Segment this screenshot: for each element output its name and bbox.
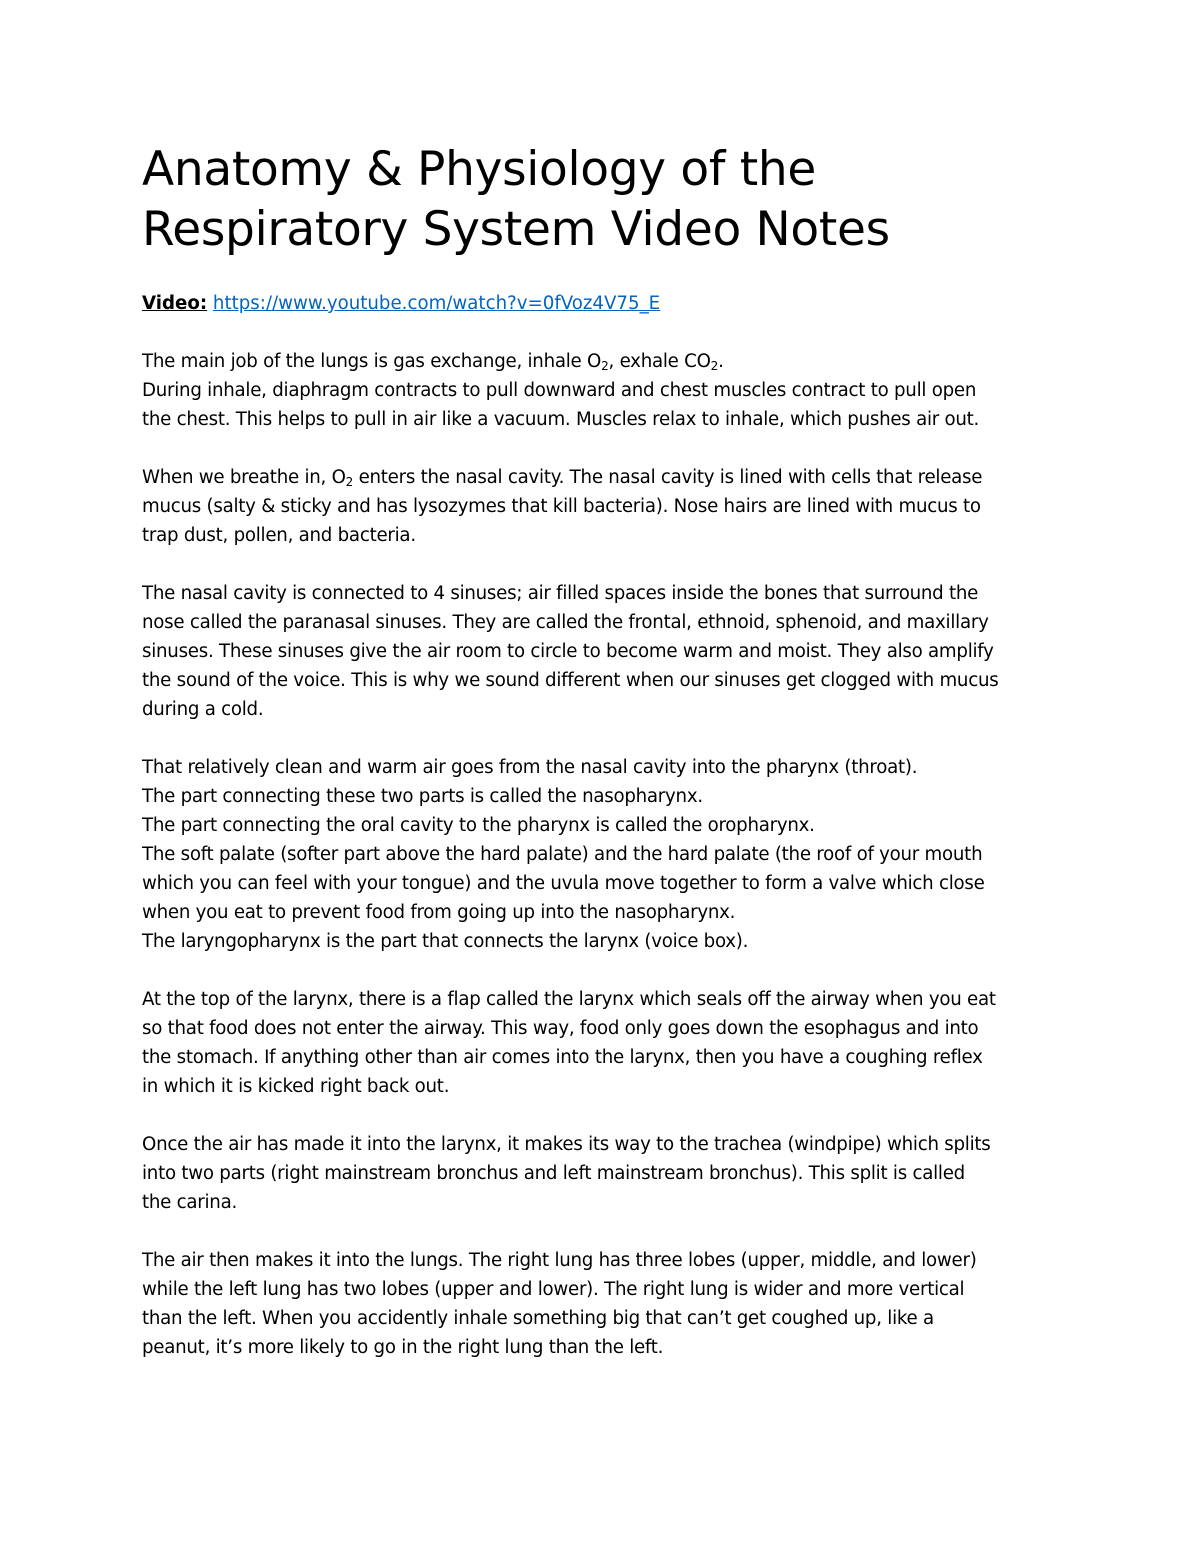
paragraph-line: That relatively clean and warm air goes from the nasal cavity into the pharynx (throat). xyxy=(142,757,918,778)
video-label: Video: xyxy=(142,293,208,314)
paragraph-line: nose called the paranasal sinuses. They are called the frontal, ethnoid, sphenoid, and maxillary xyxy=(142,612,989,633)
paragraph-line: trap dust, pollen, and bacteria. xyxy=(142,525,416,546)
paragraph-line: mucus (salty & sticky and has lysozymes that kill bacteria). Nose hairs are lined with mucus to xyxy=(142,496,981,517)
paragraph-line: The part connecting these two parts is called the nasopharynx. xyxy=(142,786,703,807)
paragraph-sinuses xyxy=(142,579,1072,724)
paragraph-line: The part connecting the oral cavity to the pharynx is called the oropharynx. xyxy=(142,815,815,836)
title-line: Respiratory System Video Notes xyxy=(142,202,890,257)
paragraph-line: while the left lung has two lobes (upper and lower). The right lung is wider and more vertical xyxy=(142,1279,965,1300)
paragraph-line xyxy=(142,463,1072,492)
text-run: The main job of the lungs is gas exchange, inhale O xyxy=(142,351,602,372)
paragraph-line: the stomach. If anything other than air comes into the larynx, then you have a coughing reflex xyxy=(142,1047,983,1068)
text-run: , exhale CO xyxy=(608,351,711,372)
paragraph-line: in which it is kicked right back out. xyxy=(142,1076,450,1097)
paragraph-trachea xyxy=(142,1130,1072,1217)
subscript: 2 xyxy=(710,359,719,373)
paragraph-line: The nasal cavity is connected to 4 sinuses; air filled spaces inside the bones that surround the xyxy=(142,583,979,604)
paragraph-line: when you eat to prevent food from going up into the nasopharynx. xyxy=(142,902,736,923)
title-line: Anatomy & Physiology of the xyxy=(142,142,816,197)
document-page xyxy=(142,140,1072,1391)
paragraph-line: Once the air has made it into the larynx, it makes its way to the trachea (windpipe) which splits xyxy=(142,1134,991,1155)
paragraph-line: the carina. xyxy=(142,1192,238,1213)
paragraph-nasal-cavity xyxy=(142,463,1072,550)
subscript: 2 xyxy=(345,475,354,489)
paragraph-line: The soft palate (softer part above the hard palate) and the hard palate (the roof of your mouth xyxy=(142,844,983,865)
text-run: When we breathe in, O xyxy=(142,467,346,488)
paragraph-gas-exchange xyxy=(142,347,1072,434)
paragraph-pharynx xyxy=(142,753,1072,956)
paragraph-line: The air then makes it into the lungs. The right lung has three lobes (upper, middle, and lower) xyxy=(142,1250,977,1271)
paragraph-line: the chest. This helps to pull in air like a vacuum. Muscles relax to inhale, which pushes air out. xyxy=(142,409,980,430)
paragraph-line: peanut, it’s more likely to go in the right lung than the left. xyxy=(142,1337,664,1358)
text-run: . xyxy=(718,351,724,372)
paragraph-line: which you can feel with your tongue) and the uvula move together to form a valve which close xyxy=(142,873,985,894)
paragraph-line: than the left. When you accidently inhale something big that can’t get coughed up, like a xyxy=(142,1308,934,1329)
paragraph-larynx xyxy=(142,985,1072,1101)
paragraph-line: the sound of the voice. This is why we sound different when our sinuses get clogged with mucus xyxy=(142,670,999,691)
paragraph-lungs xyxy=(142,1246,1072,1362)
paragraph-line: into two parts (right mainstream bronchus and left mainstream bronchus). This split is called xyxy=(142,1163,965,1184)
paragraph-line: sinuses. These sinuses give the air room to circle to become warm and moist. They also amplify xyxy=(142,641,994,662)
video-link[interactable]: https://www.youtube.com/watch?v=0fVoz4V75_E xyxy=(212,293,661,314)
paragraph-line: so that food does not enter the airway. This way, food only goes down the esophagus and into xyxy=(142,1018,979,1039)
video-line xyxy=(142,289,1072,318)
paragraph-line xyxy=(142,347,1072,376)
subscript: 2 xyxy=(601,359,609,373)
paragraph-line: during a cold. xyxy=(142,699,264,720)
document-title xyxy=(142,140,1072,260)
text-run: enters the nasal cavity. The nasal cavity is lined with cells that release xyxy=(353,467,983,488)
paragraph-line: At the top of the larynx, there is a flap called the larynx which seals off the airway when you eat xyxy=(142,989,996,1010)
paragraph-line: During inhale, diaphragm contracts to pull downward and chest muscles contract to pull open xyxy=(142,380,977,401)
paragraph-line: The laryngopharynx is the part that connects the larynx (voice box). xyxy=(142,931,749,952)
